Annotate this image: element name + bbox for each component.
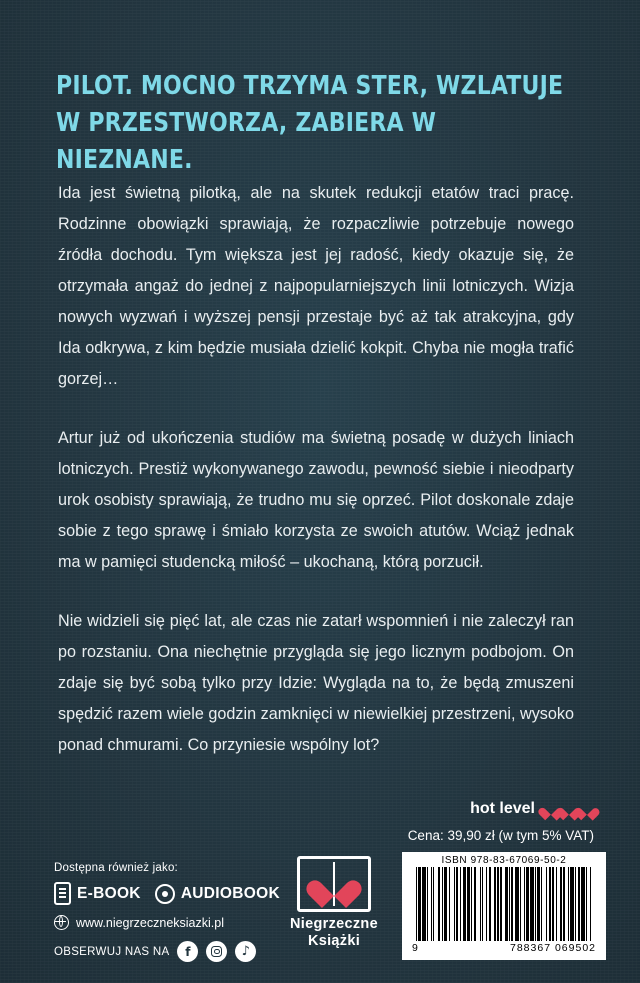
also-available-label: Dostępna również jako:: [54, 862, 178, 874]
format-audiobook: [155, 884, 280, 904]
facebook-icon: f: [177, 941, 198, 962]
website-url: www.niegrzeczneksiazki.pl: [76, 915, 224, 930]
tiktok-icon: ♪: [235, 941, 256, 962]
heart-icon: [579, 802, 594, 817]
audiobook-icon: [155, 884, 175, 904]
social-row: [54, 941, 280, 962]
hot-level-hearts: [543, 802, 594, 817]
website-row: [54, 915, 280, 930]
tagline-headline: PILOT. MOCNO TRZYMA STER, WZLATUJE W PRZESTWORZA, ZABIERA W NIEZNANE.: [56, 71, 564, 175]
hot-level-indicator: [470, 800, 594, 818]
format-ebook: [54, 882, 141, 905]
follow-us-label: OBSERWUJ NAS NA: [54, 945, 170, 958]
barcode-bars: [406, 867, 602, 941]
blurb-paragraph: Nie widzieli się pięć lat, ale czas nie zatarł wspomnień i nie zaleczył ran po rozstaniu. Ona niechętnie przygląda się jego licznym podbojom. On zdaje się być sobą tylko przy Idzie: Wygląda na to, że będą zmuszeni spędzić razem wiele godzin zamknięci w niewielkiej przestrzeni, wysoko ponad chmurami. Co przyniesie wspólny lot?: [58, 612, 574, 754]
open-book-heart-icon: [297, 856, 371, 912]
format-audiobook-label: AUDIOBOOK: [180, 884, 280, 902]
barcode-left-digit: 9: [412, 942, 419, 954]
barcode-right-digits: 788367 069502: [510, 942, 596, 954]
blurb-paragraph: Artur już od ukończenia studiów ma świetną posadę w dużych liniach lotniczych. Prestiż wykonywanego zawodu, pewność siebie i nieodparty urok osobisty sprawiają, że trudno mu się oprzeć. Pilot doskonale zdaje sobie z tego sprawę i śmiało korzysta ze swoich atutów. Wciąż jednak ma w pamięci studencką miłość – ukochaną, którą porzucił.: [58, 429, 574, 571]
instagram-icon: [206, 941, 227, 962]
ebook-icon: [54, 882, 71, 905]
format-ebook-label: E-BOOK: [77, 884, 141, 902]
blurb-paragraph: Ida jest świetną pilotką, ale na skutek redukcji etatów traci pracę. Rodzinne obowiązki sprawiają, że rozpaczliwie potrzebuje nowego źródła dochodu. Tym większa jest jej radość, kiedy okazuje się, że otrzymała angaż do jednej z najpopularniejszych linii lotniczych. Wizja nowych wyzwań i wyższej pensji przestaje być aż tak atrakcyjna, gdy Ida odkrywa, z kim będzie musiała dzielić kokpit. Chyba nie mogła trafić gorzej…: [58, 184, 574, 388]
globe-icon: [54, 915, 69, 930]
publisher-logo: [282, 856, 386, 951]
footer-left-block: [54, 862, 280, 962]
publisher-name-line2: Książki: [307, 933, 361, 950]
blurb-text: [58, 178, 574, 761]
hot-level-label: hot level: [470, 800, 535, 817]
barcode-digits: [406, 942, 602, 954]
publisher-name-line1: Niegrzeczne: [290, 916, 378, 932]
format-list: [54, 882, 280, 905]
isbn-text: ISBN 978-83-67069-50-2: [441, 855, 567, 866]
barcode-block: [402, 852, 606, 960]
price-text: Cena: 39,90 zł (w tym 5% VAT): [407, 828, 594, 843]
heart-icon: [317, 869, 351, 901]
